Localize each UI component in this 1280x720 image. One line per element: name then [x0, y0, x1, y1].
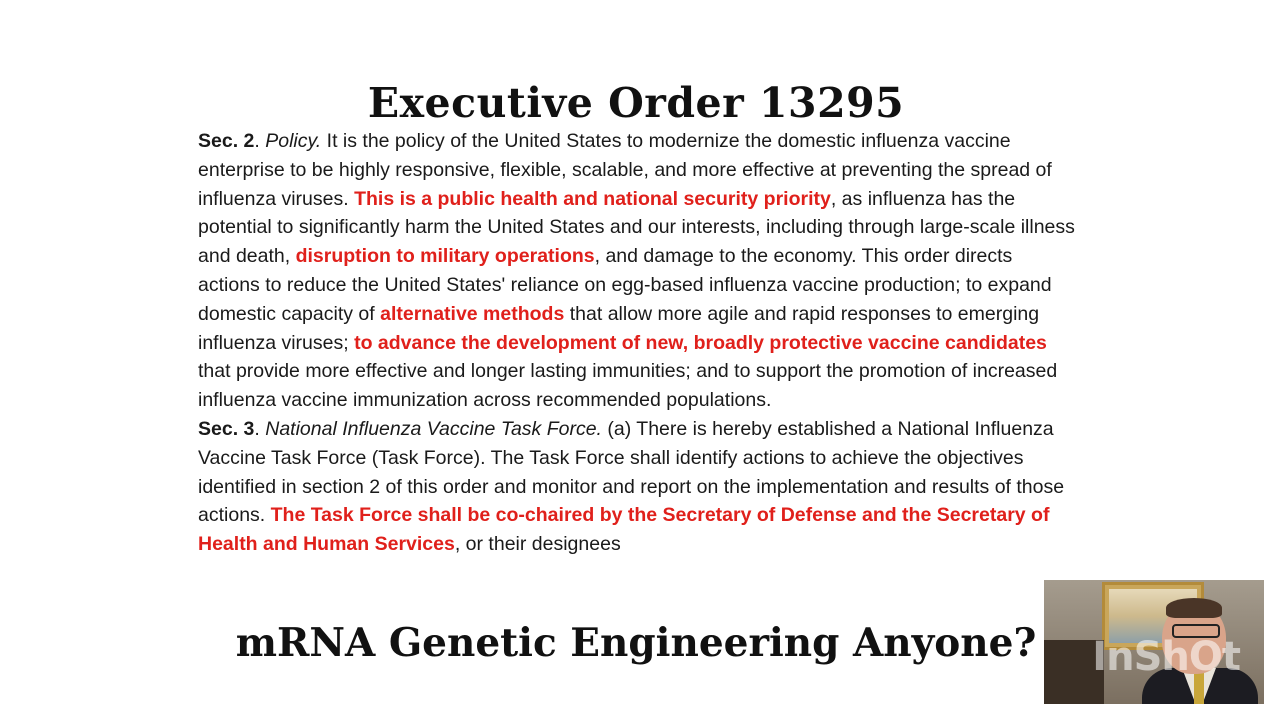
- webcam-overlay: [1044, 580, 1264, 704]
- section-2-text-1: It is the policy of the United States to modernize the domestic influenza vaccine enterprise to be highly responsive, flexible, scalable, and more effective at preventing the spread of influenza viruses.: [198, 130, 1052, 210]
- section-2-text-4: that allow more agile and rapid responses to emerging influenza viruses;: [198, 302, 1040, 354]
- section-2-highlight-4: to advance the development of new, broadly protective vaccine candidates: [354, 331, 1047, 354]
- section-3-text-2: , or their designees: [454, 533, 621, 556]
- section-2-highlight-2: disruption to military operations: [295, 245, 595, 268]
- section-2-heading: Policy.: [265, 130, 322, 152]
- section-3-highlight-1: The Task Force shall be co-chaired by the Secretary of Defense and the Secretary of Health and Human Services: [198, 504, 1050, 556]
- section-2-label: Sec. 2: [198, 130, 255, 152]
- section-2-text-5: that provide more effective and longer lasting immunities; and to support the promotion of increased influenza vaccine immunization across recommended populations.: [198, 360, 1058, 412]
- section-2-highlight-3: alternative methods: [380, 302, 565, 325]
- section-2-separator: .: [254, 130, 266, 152]
- slide-title: Executive Order 13295: [367, 79, 905, 128]
- section-3-text-1: (a) There is hereby established a National Influenza Vaccine Task Force (Task Force). The Task Force shall identify actions to achieve the objectives identified in section 2 of this order and monitor and report on the implementation and results of those actions.: [198, 417, 1065, 527]
- slide-body: [198, 127, 1078, 559]
- section-3-label: Sec. 3: [198, 417, 255, 440]
- section-2-text-2: , as influenza has the potential to significantly harm the United States and our interests, including through large-scale illness and death,: [198, 187, 1075, 268]
- slide-subtitle: mRNA Genetic Engineering Anyone?: [235, 620, 1037, 666]
- app-watermark: InShOt: [1092, 634, 1240, 680]
- section-2-text-3: , and damage to the economy. This order directs actions to reduce the United States' reliance on egg-based influenza vaccine production; to expand domestic capacity of: [198, 245, 1052, 325]
- section-2-highlight-1: This is a public health and national security priority: [354, 187, 831, 210]
- section-3-heading: National Influenza Vaccine Task Force.: [265, 417, 602, 440]
- section-2-paragraph: [198, 127, 1078, 415]
- presenter-hair: [1166, 598, 1222, 618]
- section-3-separator: .: [254, 417, 266, 440]
- section-3-paragraph: [198, 415, 1078, 559]
